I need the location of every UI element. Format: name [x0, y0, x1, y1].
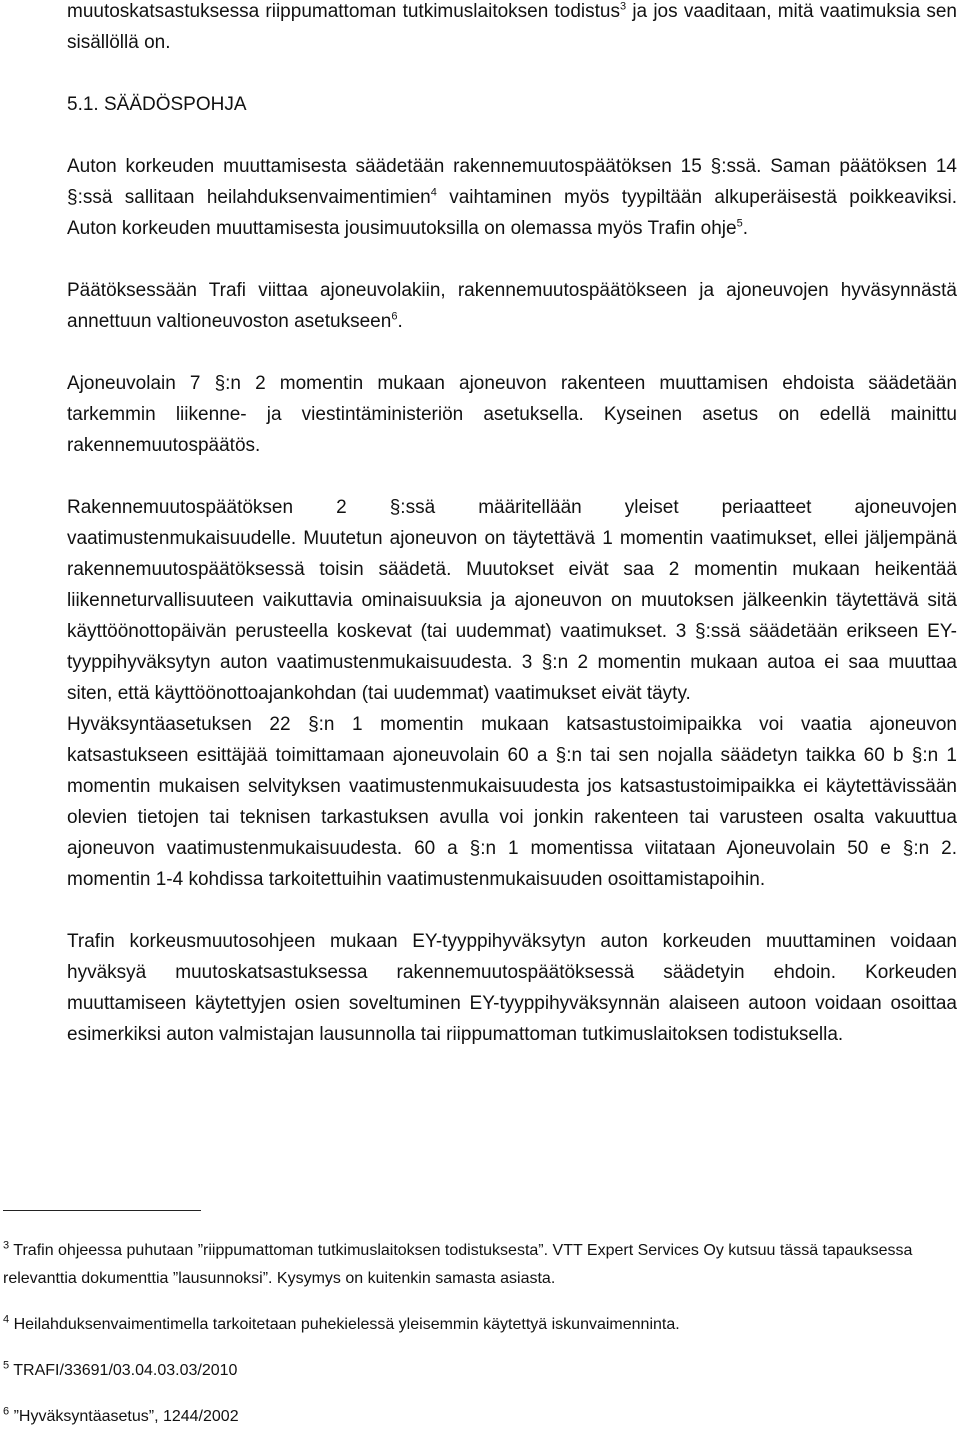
paragraph-1-c: .	[742, 218, 748, 239]
intro-paragraph	[67, 0, 957, 58]
footnote-number: 3	[3, 1239, 10, 1252]
paragraph-1-b: vaihtaminen myös tyypiltään alkuperäisestä poikkeaviksi. Auton korkeuden muuttamisesta jousimuutoksilla on olemassa myös Trafin ohje	[67, 187, 957, 239]
paragraph-3: Ajoneuvolain 7 §:n 2 momentin mukaan ajoneuvon rakenteen muuttamisen ehdoista säädetään tarkemmin liikenne- ja viestintäministeriön asetuksella. Kyseinen asetus on edellä mainittu rakennemuutospäätös.	[67, 373, 957, 456]
footnote-number: 6	[3, 1405, 10, 1418]
footnote-3	[3, 1237, 953, 1293]
footnote-text: Heilahduksenvaimentimella tarkoitetaan puhekielessä yleisemmin käytettyä iskunvaimenninta.	[9, 1316, 680, 1333]
footnote-ref-4[interactable]: 4	[430, 186, 437, 199]
paragraph-1	[67, 151, 957, 244]
footnote-text: ”Hyväksyntäasetus”, 1244/2002	[9, 1408, 239, 1425]
footnote-divider	[3, 1210, 201, 1211]
footnotes	[3, 1210, 953, 1449]
body-text	[67, 0, 957, 1050]
paragraph-2-b: .	[397, 311, 403, 332]
paragraph-1-a: Auton korkeuden muuttamisesta säädetään rakennemuutospäätöksen 15 §:ssä. Saman päätöksen 14 §:ssä sallitaan heilahduksenvaimentimien	[67, 156, 957, 208]
intro-text: muutoskatsastuksessa riippumattoman tutkimuslaitoksen todistus	[67, 1, 620, 22]
footnote-ref-5[interactable]: 5	[736, 217, 743, 230]
footnote-ref-6[interactable]: 6	[391, 310, 398, 323]
intro-tail: ja jos vaaditaan, mitä vaatimuksia sen sisällöllä on.	[67, 1, 957, 53]
paragraph-2	[67, 275, 957, 337]
paragraph-4: Rakennemuutospäätöksen 2 §:ssä määritellään yleiset periaatteet ajoneuvojen vaatimustenmukaisuudelle. Muutetun ajoneuvon on täytettävä 1 momentin vaatimukset, ellei jäljempänä rakennemuutospäätöksessä toisin säädetä. Muutokset eivät saa 2 momentin mukaan heikentää liikenneturvallisuuteen vaikuttavia ominaisuuksia ja ajoneuvon on muutoksen jälkeenkin täytettävä sitä käyttöönottopäivän perusteella koskevat (tai uudemmat) vaatimukset. 3 §:ssä säädetään erikseen EY-tyyppihyväksytyn auton vaatimustenmukaisuudesta. 3 §:n 2 momentin mukaan autoa ei saa muuttaa siten, että käyttöönottoajankohdan (tai uudemmat) vaatimukset eivät täyty.	[67, 497, 957, 704]
footnote-number: 5	[3, 1359, 10, 1372]
paragraph-5: Hyväksyntäasetuksen 22 §:n 1 momentin mukaan katsastustoimipaikka voi vaatia ajoneuvon katsastukseen esittäjää toimittamaan ajoneuvolain 60 a §:n tai sen nojalla säädetyn taikka 60 b §:n 1 momentin mukaisen selvityksen vaatimustenmukaisuudesta jos katsastustoimipaikka ei käytettävissään olevien tietojen tai teknisen tarkastuksen avulla voi jonkin rakenteen tai varusteen osalta vakuuttua ajoneuvon vaatimustenmukaisuudesta. 60 a §:n 1 momentissa viitataan Ajoneuvolain 50 e §:n 2. momentin 1-4 kohdissa tarkoitettuihin vaatimustenmukaisuuden osoittamistapoihin.	[67, 714, 957, 890]
footnote-text: Trafin ohjeessa puhutaan ”riippumattoman tutkimuslaitoksen todistuksesta”. VTT Expert Services Oy kutsuu tässä tapauksessa relevanttia dokumenttia ”lausunnoksi”. Kysymys on kuitenkin samasta asiasta.	[3, 1242, 913, 1287]
footnote-text: TRAFI/33691/03.04.03.03/2010	[9, 1362, 238, 1379]
section-heading: 5.1. SÄÄDÖSPOHJA	[67, 94, 247, 115]
paragraph-2-a: Päätöksessään Trafi viittaa ajoneuvolakiin, rakennemuutospäätökseen ja ajoneuvojen hyväsynnästä annettuun valtioneuvoston asetukseen	[67, 280, 957, 332]
footnote-4	[3, 1311, 953, 1339]
footnote-5	[3, 1357, 953, 1385]
footnote-ref-3[interactable]: 3	[620, 0, 627, 13]
paragraph-6: Trafin korkeusmuutosohjeen mukaan EY-tyyppihyväksytyn auton korkeuden muuttaminen voidaan hyväksyä muutoskatsastuksessa rakennemuutospäätöksessä säädetyin ehdoin. Korkeuden muuttamiseen käytettyjen osien soveltuminen EY-tyyppihyväksynnän alaiseen autoon voidaan osoittaa esimerkiksi auton valmistajan lausunnolla tai riippumattoman tutkimuslaitoksen todistuksella.	[67, 931, 957, 1045]
footnote-6	[3, 1403, 953, 1431]
footnote-number: 4	[3, 1313, 10, 1326]
